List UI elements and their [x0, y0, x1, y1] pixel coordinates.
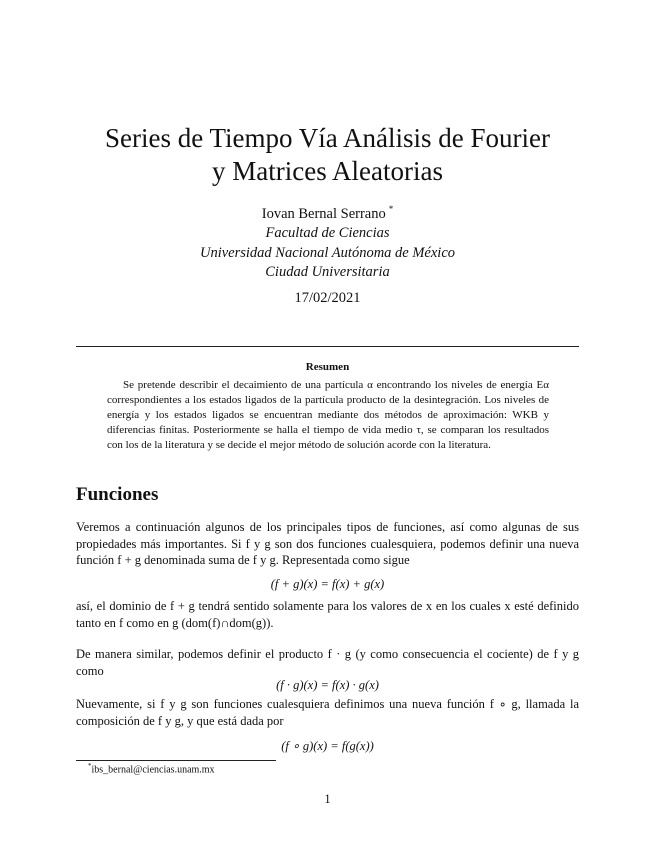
abstract-text: Se pretende describir el decaimiento de una partícula α encontrando los niveles de energía Eα correspondientes a los estados ligados de la partícula producto de la desintegración. Los niveles de energía y los estados ligados se encuentran mediante dos métodos de aproximación: WKB y diferencias finitas. Posteriormente se halla el tiempo de vida medio τ, se comparan los resultados con los de la literatura y se decide el mejor método de solución acorde con la literatura. [107, 379, 549, 451]
section-heading: Funciones [76, 484, 159, 505]
paragraph-3: De manera similar, podemos definir el producto f · g (y como consecuencia el cociente) de f y g como [76, 647, 579, 678]
paper-date: 17/02/2021 [294, 290, 361, 306]
footnote-divider [76, 760, 276, 761]
abstract-divider [76, 346, 579, 347]
paper-title-line-2: y Matrices Aleatorias [212, 156, 443, 186]
paper-title-line-1: Series de Tiempo Vía Análisis de Fourier [105, 123, 550, 153]
paragraph-4: Nuevamente, si f y g son funciones cualesquiera definimos una nueva función f ∘ g, llamada la composición de f y g, y que está dada por [76, 697, 579, 728]
author-block [100, 200, 555, 283]
paragraph-2: así, el dominio de f + g tendrá sentido solamente para los valores de x en los cuales x esté definido tanto en f como en g (dom(f)∩dom(g)). [76, 599, 579, 630]
equation-product: (f · g)(x) = f(x) · g(x) [276, 678, 379, 692]
footnote [88, 762, 215, 775]
paragraph-1: Veremos a continuación algunos de los principales tipos de funciones, así como algunas de sus propiedades más importantes. Si f y g son dos funciones cualesquiera, podemos definir una nueva función f + g denominada suma de f y g. Representada como sigue [76, 520, 579, 567]
author-footnote-mark: * [388, 204, 394, 214]
author-line [100, 200, 555, 224]
page-number: 1 [324, 792, 331, 806]
author-campus: Ciudad Universitaria [265, 264, 390, 281]
abstract-heading: Resumen [305, 361, 350, 373]
equation-composition: (f ∘ g)(x) = f(g(x)) [281, 739, 374, 753]
author-university: Universidad Nacional Autónoma de México [199, 244, 456, 261]
equation-sum: (f + g)(x) = f(x) + g(x) [270, 577, 385, 591]
footnote-email[interactable]: ibs_bernal@ciencias.unam.mx [91, 764, 215, 776]
author-faculty: Facultad de Ciencias [265, 225, 390, 242]
author-name: Iovan Bernal Serrano [261, 205, 386, 222]
footnote-mark: * [88, 762, 92, 770]
